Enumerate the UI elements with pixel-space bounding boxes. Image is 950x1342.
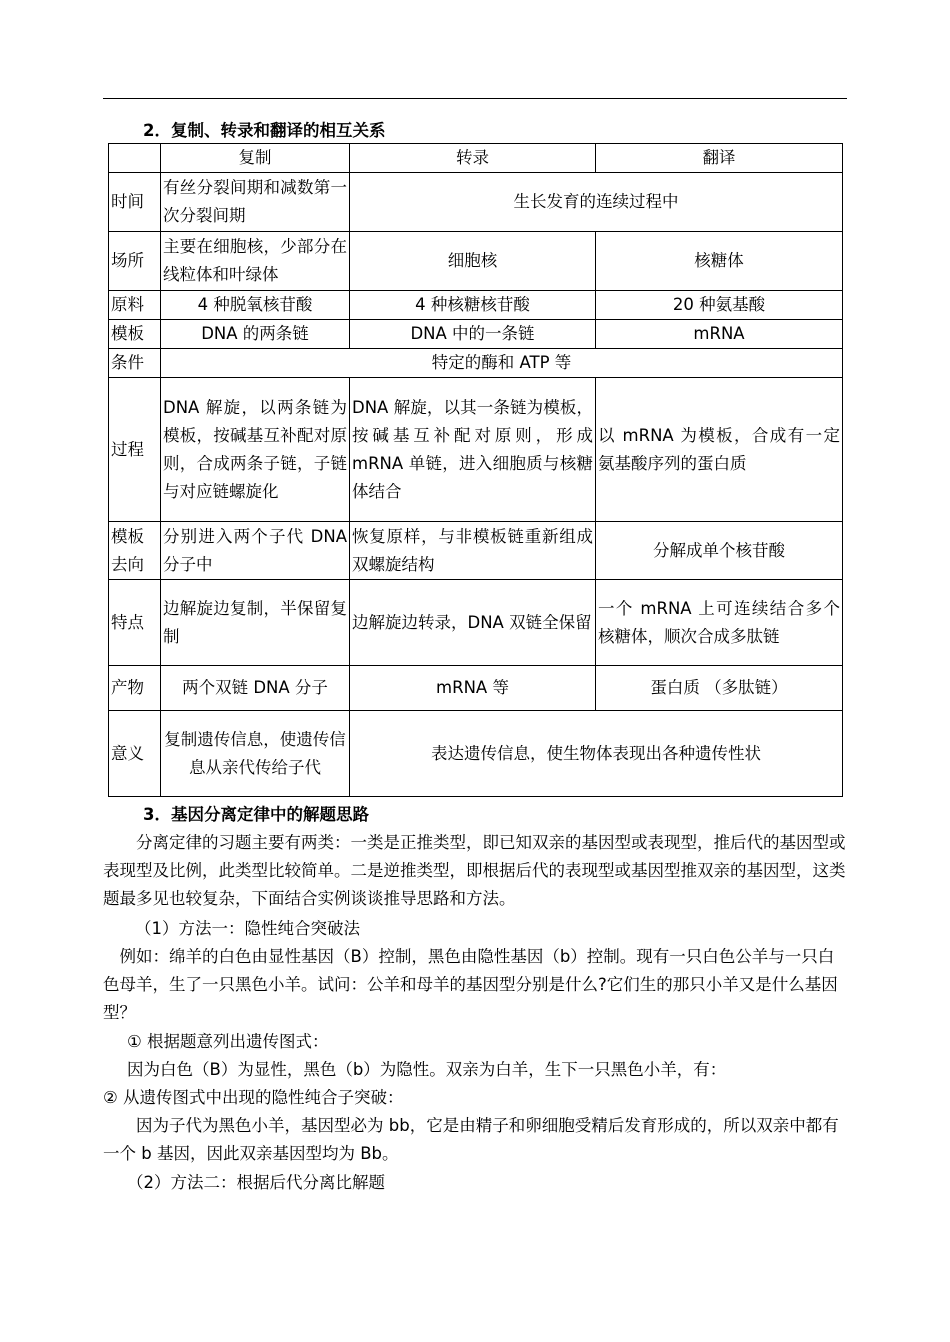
- step1-line: ① 根据题意列出遗传图式：: [127, 1032, 329, 1051]
- time-replication: 有丝分裂间期和减数第一次分裂间期: [161, 173, 350, 232]
- template-replication: DNA 的两条链: [161, 320, 350, 349]
- step2-line: ② 从遗传图式中出现的隐性纯合子突破：: [103, 1088, 404, 1107]
- intro-paragraph: 分离定律的习题主要有两类：一类是正推类型，即已知双亲的基因型或表现型，推后代的基因型或表现型及比例，此类型比较简单。二是逆推类型，即根据后代的表现型或基因型推双亲的基因型，这类题最多见也较复杂，下面结合实例谈谈推导思路和方法。: [103, 833, 846, 908]
- row-label-time: 时间: [109, 173, 161, 232]
- product-transcription: mRNA 等: [350, 666, 596, 711]
- product-translation: 蛋白质 （多肽链）: [596, 666, 843, 711]
- header-replication: 复制: [161, 144, 350, 173]
- because2-paragraph: 因为子代为黑色小羊，基因型必为 bb，它是由精子和卵细胞受精后发育形成的，所以双亲中都有一个 b 基因，因此双亲基因型均为 Bb。: [103, 1116, 839, 1163]
- row-label-significance: 意义: [109, 711, 161, 797]
- place-replication: 主要在细胞核，少部分在线粒体和叶绿体: [161, 232, 350, 291]
- condition-merged: 特定的酶和 ATP 等: [161, 349, 843, 378]
- row-label-condition: 条件: [109, 349, 161, 378]
- template-fate-replication: 分别进入两个子代 DNA 分子中: [161, 522, 350, 580]
- time-merged: 生长发育的连续过程中: [350, 173, 843, 232]
- comparison-table: [108, 143, 843, 797]
- significance-replication: 复制遗传信息，使遗传信息从亲代传给子代: [161, 711, 350, 797]
- header-empty: [109, 144, 161, 173]
- material-translation: 20 种氨基酸: [596, 291, 843, 320]
- template-fate-translation: 分解成单个核苷酸: [596, 522, 843, 580]
- template-translation: mRNA: [596, 320, 843, 349]
- feature-translation: 一个 mRNA 上可连续结合多个核糖体，顺次合成多肽链: [596, 580, 843, 666]
- header-rule: [103, 98, 847, 99]
- method2-heading: （2）方法二：根据后代分离比解题: [127, 1173, 385, 1192]
- method1-heading: （1）方法一：隐性纯合突破法: [135, 919, 360, 938]
- row-label-product: 产物: [109, 666, 161, 711]
- feature-replication: 边解旋边复制，半保留复制: [161, 580, 350, 666]
- feature-transcription: 边解旋边转录，DNA 双链全保留: [350, 580, 596, 666]
- row-label-place: 场所: [109, 232, 161, 291]
- section-heading-3: 3．基因分离定律中的解题思路: [143, 805, 369, 824]
- place-translation: 核糖体: [596, 232, 843, 291]
- process-replication: DNA 解旋，以两条链为模板，按碱基互补配对原则，合成两条子链，子链与对应链螺旋化: [161, 378, 350, 522]
- example-paragraph: 例如：绵羊的白色由显性基因（B）控制，黑色由隐性基因（b）控制。现有一只白色公羊与一只白色母羊，生了一只黑色小羊。试问：公羊和母羊的基因型分别是什么?它们生的那只小羊又是什么基因型？: [103, 947, 838, 1022]
- because1-line: 因为白色（B）为显性，黑色（b）为隐性。双亲为白羊，生下一只黑色小羊，有：: [127, 1060, 727, 1079]
- material-replication: 4 种脱氧核苷酸: [161, 291, 350, 320]
- template-fate-transcription: 恢复原样，与非模板链重新组成双螺旋结构: [350, 522, 596, 580]
- material-transcription: 4 种核糖核苷酸: [350, 291, 596, 320]
- row-label-template-fate: 模板去向: [109, 522, 161, 580]
- row-label-material: 原料: [109, 291, 161, 320]
- product-replication: 两个双链 DNA 分子: [161, 666, 350, 711]
- section-heading-2: 2．复制、转录和翻译的相互关系: [143, 121, 386, 140]
- row-label-template: 模板: [109, 320, 161, 349]
- template-transcription: DNA 中的一条链: [350, 320, 596, 349]
- header-transcription: 转录: [350, 144, 596, 173]
- process-transcription: DNA 解旋，以其一条链为模板，按碱基互补配对原则，形成 mRNA 单链，进入细胞质与核糖体结合: [350, 378, 596, 522]
- header-translation: 翻译: [596, 144, 843, 173]
- process-translation: 以 mRNA 为模板，合成有一定氨基酸序列的蛋白质: [596, 378, 843, 522]
- row-label-process: 过程: [109, 378, 161, 522]
- significance-merged: 表达遗传信息，使生物体表现出各种遗传性状: [350, 711, 843, 797]
- row-label-feature: 特点: [109, 580, 161, 666]
- place-transcription: 细胞核: [350, 232, 596, 291]
